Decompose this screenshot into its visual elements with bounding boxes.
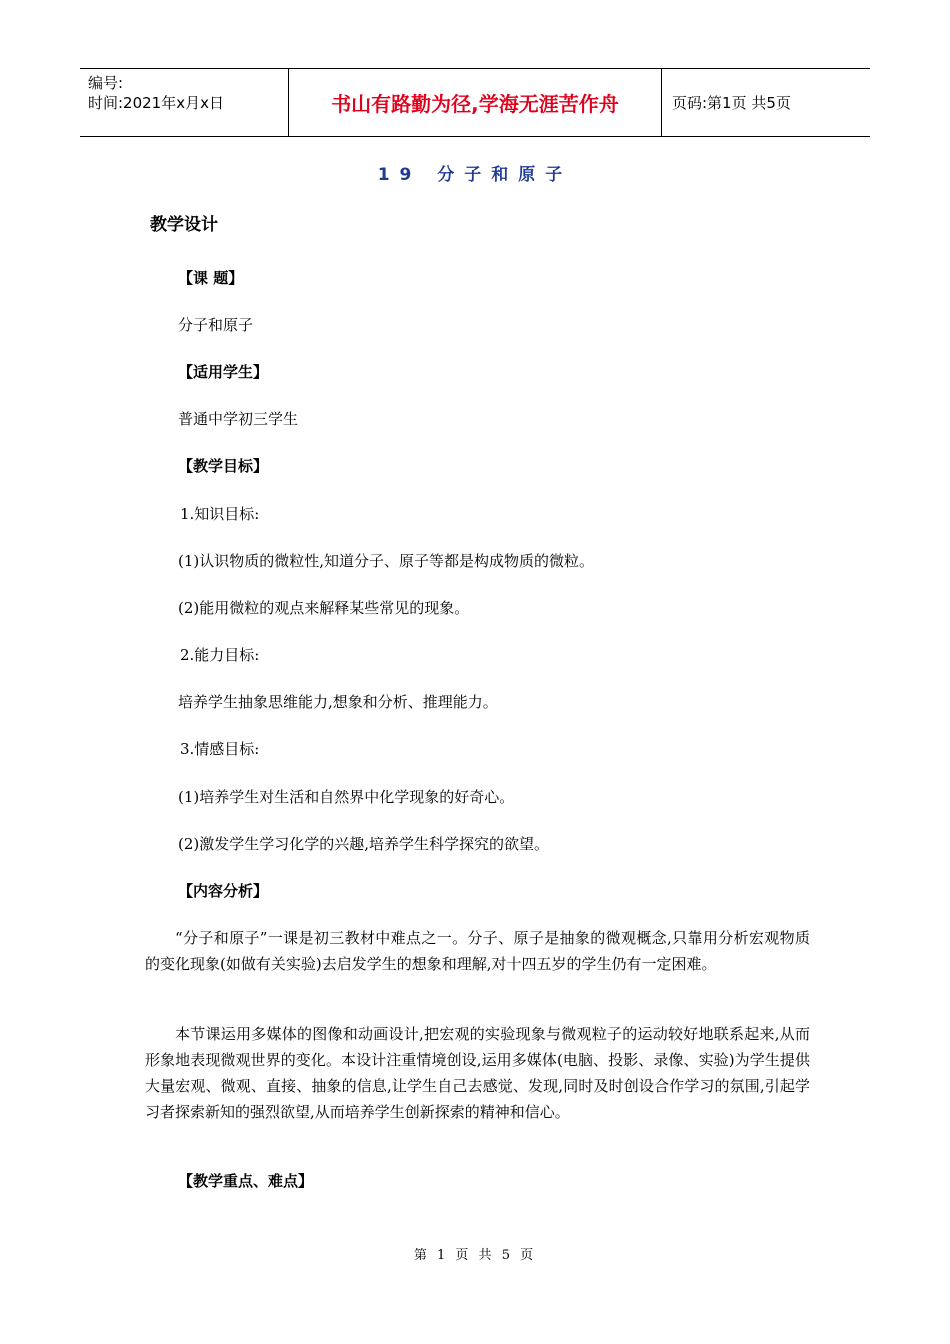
header-meta xyxy=(80,69,289,136)
goal-knowledge-1: (1)认识物质的微粒性,知道分子、原子等都是构成物质的微粒。 xyxy=(178,552,595,570)
document-title: 19 分子和原子 xyxy=(377,165,573,185)
page-header xyxy=(80,68,870,137)
goal-ability-text: 培养学生抽象思维能力,想象和分析、推理能力。 xyxy=(178,693,498,711)
analysis-paragraph-1: “分子和原子”一课是初三教材中难点之一。分子、原子是抽象的微观概念,只靠用分析宏观物质的变化现象(如做有关实验)去启发学生的想象和理解,对十四五岁的学生仍有一定困难。 xyxy=(145,929,810,973)
goals-heading: 【教学目标】 xyxy=(178,457,269,475)
doc-number-label: 编号: xyxy=(88,74,124,92)
section-heading: 教学设计 xyxy=(150,215,218,235)
goal-knowledge-2: (2)能用微粒的观点来解释某些常见的现象。 xyxy=(178,599,470,617)
key-points-heading: 【教学重点、难点】 xyxy=(178,1172,314,1190)
students-heading: 【适用学生】 xyxy=(178,363,269,381)
goal-knowledge: 1.知识目标: xyxy=(180,505,260,523)
header-page-info: 页码:第1页 共5页 xyxy=(672,94,791,112)
goal-emotion: 3.情感目标: xyxy=(180,740,260,758)
analysis-heading: 【内容分析】 xyxy=(178,882,269,900)
analysis-paragraph-2: 本节课运用多媒体的图像和动画设计,把宏观的实验现象与微观粒子的运动较好地联系起来,从而形象地表现微观世界的变化。本设计注重情境创设,运用多媒体(电脑、投影、录像、实验)为学生提供大量宏观、微观、直接、抽象的信息,让学生自己去感觉、发现,同时及时创设合作学习的氛围,引起学习者探索新知的强烈欲望,从而培养学生创新探索的精神和信心。 xyxy=(145,1025,810,1121)
topic-text: 分子和原子 xyxy=(178,316,254,334)
students-text: 普通中学初三学生 xyxy=(178,410,299,428)
doc-time-label: 时间:2021年x月x日 xyxy=(88,94,224,112)
header-motto: 书山有路勤为径,学海无涯苦作舟 xyxy=(289,69,662,136)
goal-ability: 2.能力目标: xyxy=(180,646,260,664)
page-footer: 第 1 页 共 5 页 xyxy=(413,1248,537,1263)
goal-emotion-1: (1)培养学生对生活和自然界中化学现象的好奇心。 xyxy=(178,788,515,806)
topic-heading: 【课 题】 xyxy=(178,269,244,287)
goal-emotion-2: (2)激发学生学习化学的兴趣,培养学生科学探究的欲望。 xyxy=(178,835,550,853)
